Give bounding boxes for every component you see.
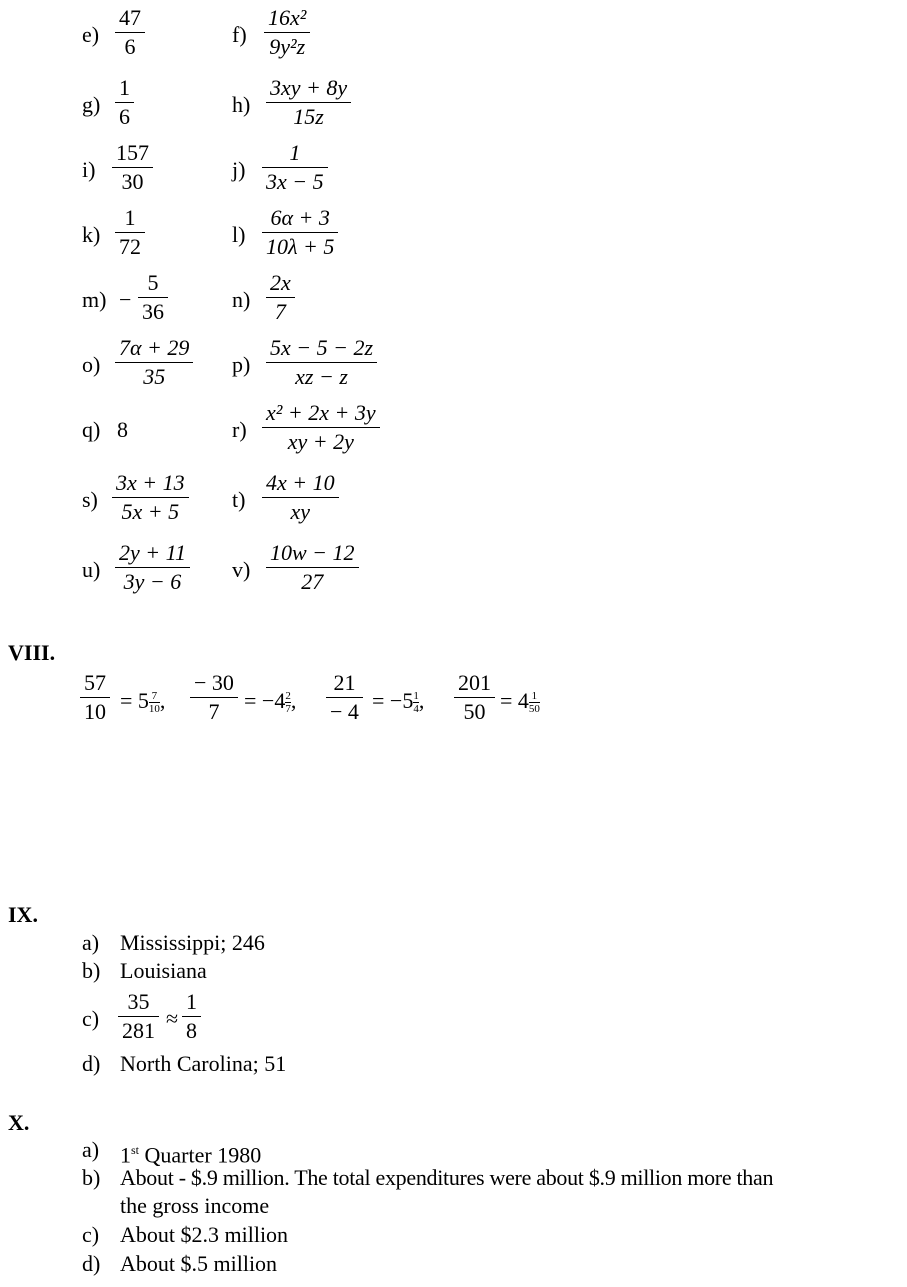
item-label: h): [232, 92, 251, 117]
item-label: j): [232, 157, 246, 182]
answer-text: About $2.3 million: [120, 1222, 289, 1247]
item-label: a): [82, 930, 100, 955]
answer-text: North Carolina; 51: [120, 1051, 287, 1076]
item-label: f): [232, 22, 247, 47]
answer-text: Mississippi; 246: [120, 930, 265, 955]
fraction: $\frac{1}{8}$: [182, 988, 201, 1045]
fraction: $\frac{21}{- 4}$: [326, 669, 363, 726]
minus-sign: −: [119, 287, 132, 312]
fraction: $\frac{1}{6}$: [115, 74, 134, 131]
section-heading-x: X.: [8, 1110, 30, 1135]
item-label: m): [82, 287, 107, 312]
fraction: $\frac{4x + 10}{xy}$: [262, 469, 339, 526]
item-label: n): [232, 287, 251, 312]
fraction: $\frac{\text{16x²}}{\text{9y²z}}$: [264, 4, 310, 61]
section-heading-viii: VIII.: [8, 640, 56, 665]
item-label: i): [82, 157, 96, 182]
item-label: b): [82, 958, 101, 983]
answer-text: Louisiana: [120, 958, 207, 983]
fraction: $\frac{2x}{7}$: [266, 269, 295, 326]
fraction: $\frac{47}{6}$: [115, 4, 145, 61]
item-label: t): [232, 487, 246, 512]
fraction: $\frac{5x - 5 - 2z}{xz - z}$: [266, 334, 377, 391]
mixed-number: = 5 $\frac{7}{10}$,: [120, 688, 166, 716]
mixed-number: = −5 $\frac{1}{4}$,: [372, 688, 425, 716]
mixed-number: = 4 $\frac{1}{50}$: [500, 688, 540, 716]
fraction: $\frac{\text{x² + 2x + 3y}}{xy + 2y}$: [262, 399, 380, 456]
item-label: s): [82, 487, 98, 512]
answer-text: About $.5 million: [120, 1251, 278, 1276]
fraction: $\frac{6\alpha + 3}{10\lambda + 5}$: [262, 204, 338, 261]
item-label: b): [82, 1165, 101, 1190]
item-label: o): [82, 352, 101, 377]
item-label: a): [82, 1137, 100, 1162]
answer-text: 1st Quarter 1980: [120, 1142, 262, 1168]
fraction: $\frac{201}{50}$: [454, 669, 495, 726]
item-label: k): [82, 222, 101, 247]
fraction: $\frac{35}{281}$: [118, 988, 159, 1045]
fraction: $\frac{10w - 12}{27}$: [266, 539, 359, 596]
item-label: l): [232, 222, 246, 247]
item-label: d): [82, 1051, 101, 1076]
fraction: $\frac{1}{3x - 5}$: [262, 139, 328, 196]
item-label: c): [82, 1006, 100, 1031]
answer-value: 8: [117, 417, 128, 442]
fraction: $\frac{2y + 11}{3y - 6}$: [115, 539, 190, 596]
fraction: $\frac{157}{30}$: [112, 139, 153, 196]
fraction: $\frac{1}{72}$: [115, 204, 145, 261]
answer-text: About - $.9 million. The total expenditures were about $.9 million more than: [120, 1165, 774, 1190]
fraction: $\frac{- 30}{7}$: [190, 669, 238, 726]
fraction: $\frac{3xy + 8y}{15z}$: [266, 74, 351, 131]
item-label: q): [82, 417, 101, 442]
section-heading-ix: IX.: [8, 902, 38, 927]
item-label: e): [82, 22, 100, 47]
item-label: g): [82, 92, 101, 117]
fraction: $\frac{57}{10}$: [80, 669, 110, 726]
item-label: c): [82, 1222, 100, 1247]
item-label: d): [82, 1251, 101, 1276]
approx-sign: ≈: [166, 1006, 179, 1031]
fraction: $\frac{7\alpha + 29}{35}$: [115, 334, 193, 391]
mixed-number: = −4 $\frac{2}{7}$,: [244, 688, 297, 716]
item-label: u): [82, 557, 101, 582]
fraction: $\frac{5}{36}$: [138, 269, 168, 326]
answer-text-continued: the gross income: [120, 1193, 270, 1218]
item-label: r): [232, 417, 247, 442]
fraction: $\frac{3x + 13}{5x + 5}$: [112, 469, 189, 526]
item-label: p): [232, 352, 251, 377]
item-label: v): [232, 557, 251, 582]
